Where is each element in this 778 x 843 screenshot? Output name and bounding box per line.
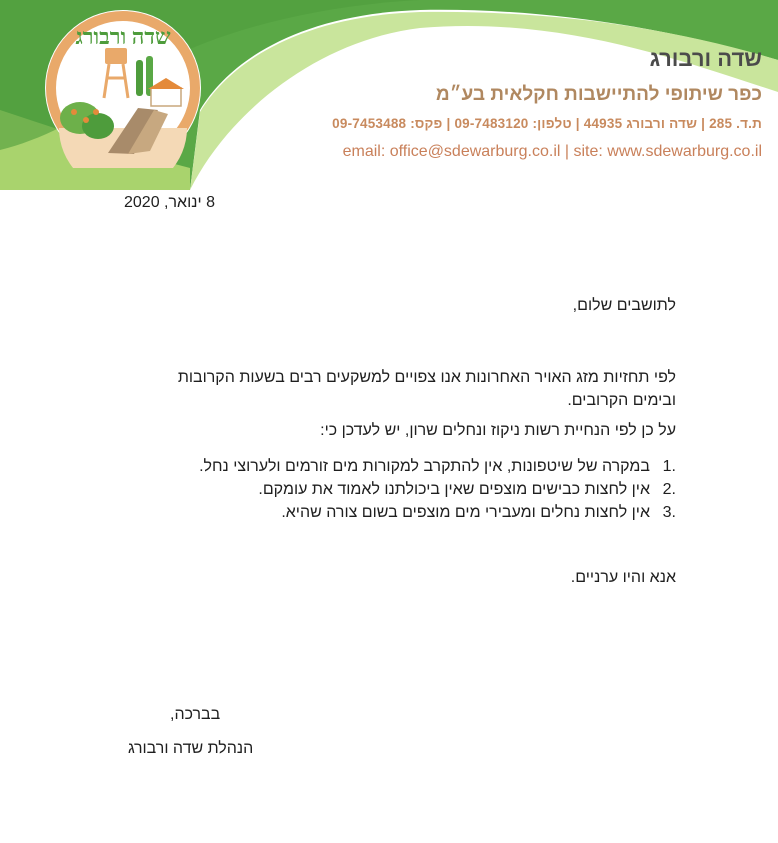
- body-paragraph: על כן לפי הנחיית רשות ניקוז ונחלים שרון, יש לעדכן כי:: [320, 422, 676, 439]
- contact-line: ת.ד. 285 | שדה ורבורג 44935 | טלפון: 09-7483120 | פקס: 09-7453488: [332, 116, 762, 131]
- regards: בברכה,: [170, 706, 221, 723]
- list-item: [199, 478, 676, 501]
- letter-date: 8 ינואר, 2020: [124, 194, 215, 211]
- list-text: אין לחצות נחלים ומעבירי מים מוצפים בשום צורה שהיא.: [281, 504, 650, 521]
- list-text: במקרה של שיטפונות, אין להתקרב למקורות מים זורמים ולערוצי נחל.: [199, 458, 650, 475]
- org-name: שדה ורבורג: [649, 46, 762, 71]
- list-text: אין לחצות כבישים מוצפים שאין ביכולתנו לאמוד את עומקם.: [258, 481, 650, 498]
- web-contact-line: email: office@sdewarburg.co.il | site: www.sdewarburg.co.il: [342, 143, 762, 160]
- signature: הנהלת שדה ורבורג: [128, 740, 254, 757]
- list-item: [199, 455, 676, 478]
- list-number: 2.: [662, 481, 676, 498]
- org-subtitle: כפר שיתופי להתיישבות חקלאית בע״מ: [435, 84, 762, 105]
- instructions-list: [199, 455, 676, 524]
- greeting: לתושבים שלום,: [572, 297, 676, 314]
- list-number: 3.: [662, 504, 676, 521]
- logo-seal: [38, 8, 208, 168]
- list-item: [199, 501, 676, 524]
- body-paragraph: לפי תחזיות מזג האויר האחרונות אנו צפויים למשקעים רבים בשעות הקרובות ובימים הקרובים.: [177, 369, 676, 409]
- list-number: 1.: [662, 458, 676, 475]
- closing-line: אנא והיו ערניים.: [570, 569, 676, 586]
- logo-text: שדה ורבורג: [75, 24, 171, 49]
